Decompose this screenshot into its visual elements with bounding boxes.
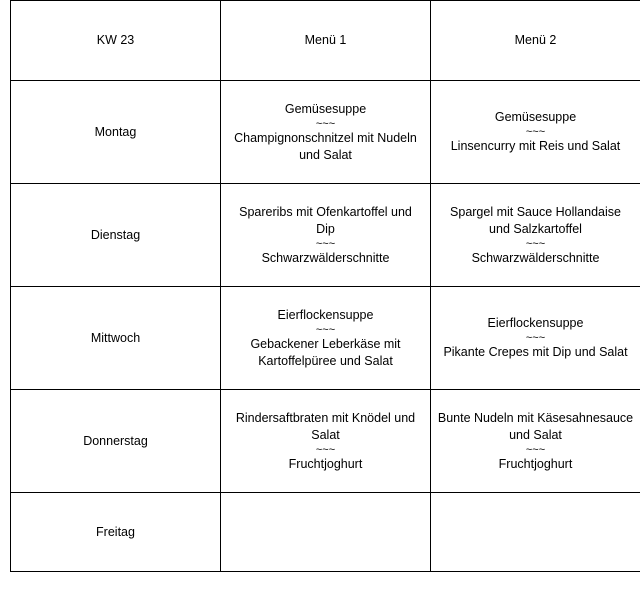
menu1-header-cell: Menü 1 xyxy=(221,1,431,81)
header-row xyxy=(11,1,640,81)
menu-main-line: Linsencurry mit Reis und Salat xyxy=(450,139,621,153)
day-label: Mittwoch xyxy=(11,287,221,390)
menu1-cell-montag xyxy=(221,81,431,184)
menu-main-line: Pikante Crepes mit Dip und Salat xyxy=(443,345,628,359)
day-row-mittwoch xyxy=(11,287,640,390)
menu2-cell-montag xyxy=(431,81,640,184)
menu-soup: Gemüsesuppe xyxy=(494,110,577,124)
weekly-menu-table xyxy=(10,0,640,572)
menu1-cell-dienstag xyxy=(221,184,431,287)
menu-main-line: Spareribs mit Ofenkartoffel und xyxy=(239,204,412,219)
menu-main-line: und Salat xyxy=(509,427,562,442)
menu1-cell-donnerstag xyxy=(221,390,431,493)
day-label: Dienstag xyxy=(11,184,221,287)
week-header-cell: KW 23 xyxy=(11,1,221,81)
menu-main-line: Dip xyxy=(316,221,335,236)
menu1-cell-mittwoch xyxy=(221,287,431,390)
day-label: Montag xyxy=(11,81,221,184)
course-separator: ~~~ xyxy=(315,323,336,336)
menu-main-line: Gebackener Leberkäse mit xyxy=(250,336,401,351)
menu-dessert: Fruchtjoghurt xyxy=(288,456,363,471)
menu-main-line: Rindersaftbraten mit Knödel und xyxy=(235,410,416,425)
course-separator: ~~~ xyxy=(525,443,546,456)
menu2-header-cell: Menü 2 xyxy=(431,1,640,81)
menu-soup: Eierflockensuppe xyxy=(487,316,584,330)
menu-main-line: und Salat xyxy=(299,147,352,162)
course-separator: ~~~ xyxy=(525,126,546,138)
day-label: Freitag xyxy=(11,493,221,572)
menu-main-line: Bunte Nudeln mit Käsesahnesauce xyxy=(437,410,634,425)
menu2-cell-donnerstag xyxy=(431,390,640,493)
menu-main-line: Spargel mit Sauce Hollandaise xyxy=(450,204,621,219)
day-label: Donnerstag xyxy=(11,390,221,493)
menu-main-line: Kartoffelpüree und Salat xyxy=(258,353,393,368)
menu2-cell-mittwoch xyxy=(431,287,640,390)
menu1-cell-freitag xyxy=(221,493,431,572)
day-row-freitag xyxy=(11,493,640,572)
menu-main-line: Champignonschnitzel mit Nudeln xyxy=(234,130,417,145)
menu-soup: Eierflockensuppe xyxy=(277,307,374,322)
day-row-donnerstag xyxy=(11,390,640,493)
course-separator: ~~~ xyxy=(525,332,546,344)
menu-main-line: und Salzkartoffel xyxy=(489,221,582,236)
course-separator: ~~~ xyxy=(525,237,546,250)
menu-soup: Gemüsesuppe xyxy=(284,101,367,116)
course-separator: ~~~ xyxy=(315,117,336,130)
menu-dessert: Fruchtjoghurt xyxy=(498,456,573,471)
menu2-cell-freitag xyxy=(431,493,640,572)
menu-main-line: Salat xyxy=(311,427,340,442)
course-separator: ~~~ xyxy=(315,443,336,456)
day-row-montag xyxy=(11,81,640,184)
menu-dessert: Schwarzwälderschnitte xyxy=(261,250,390,265)
course-separator: ~~~ xyxy=(315,237,336,250)
menu-dessert: Schwarzwälderschnitte xyxy=(471,250,600,265)
day-row-dienstag xyxy=(11,184,640,287)
menu2-cell-dienstag xyxy=(431,184,640,287)
